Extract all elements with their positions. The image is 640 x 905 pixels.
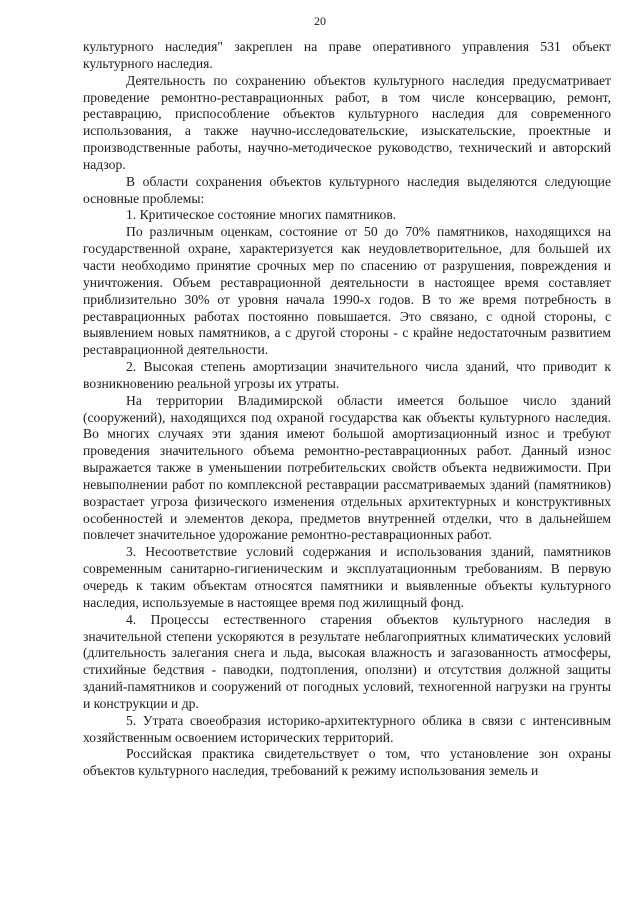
- body-text: [83, 39, 611, 780]
- paragraph-activity: Деятельность по сохранению объектов культурного наследия предусматривает проведение ремонтно-реставрационных работ, в том числе консервацию, ремонт, реставрацию, приспособление объектов культурного наследия для современного использования, а также научно-исследовательские, изыскательские, проектные и производственные работы, научно-методическое руководство, технический и авторский надзор.: [83, 72, 611, 172]
- problem-item-4: 4. Процессы естественного старения объектов культурного наследия в значительной степени ускоряются в результате неблагоприятных климатических условий (длительность залегания снега и льда, высокая влажность и загазованность атмосферы, стихийные бедствия - паводки, подтопления, оползни) и отсутствия должной защиты зданий-памятников и сооружений от погодных условий, техногенной нагрузки на грунты и конструкции и др.: [83, 611, 611, 711]
- paragraph-continuation: культурного наследия" закреплен на праве оперативного управления 531 объект культурного наследия.: [83, 39, 611, 71]
- problem-item-3: 3. Несоответствие условий содержания и использования зданий, памятников современным санитарно-гигиеническим и эксплуатационным требованиям. В первую очередь к таким объектам относятся памятники и выявленные объекты культурного наследия, используемые в настоящее время под жилищный фонд.: [83, 544, 611, 610]
- paragraph-monument-state: По различным оценкам, состояние от 50 до 70% памятников, находящихся на государственной охране, характеризуется как неудовлетворительное, для большей их части необходимо принятие срочных мер по спасению от разрушения, повреждения и уничтожения. Объем реставрационной деятельности в настоящее время составляет приблизительно 30% от уровня начала 1990-х годов. В то же время потребность в реставрационных работах постоянно повышается. Это связано, с одной стороны, с выявлением новых памятников, а с другой стороны - с крайне недостаточным развитием реставрационной деятельности.: [83, 224, 611, 358]
- problem-item-1: 1. Критическое состояние многих памятников.: [126, 207, 397, 223]
- page-number: 20: [314, 14, 326, 28]
- paragraph-vladimir-region: На территории Владимирской области имеется большое число зданий (сооружений), находящихся под охраной государства как объекты культурного наследия. Во многих случаях эти здания имеют большой амортизационный износ и требуют проведения значительного объема ремонтно-реставрационных работ. Данный износ выражается также в уменьшении потребительских свойств объекта недвижимости. При невыполнении работ по комплексной реставрации рассматриваемых зданий (памятников) возрастает угроза физического изменения отдельных архитектурных и конструктивных особенностей и элементов декора, предметов внутренней отделки, что в дальнейшем повлечет значительное удорожание ремонтно-реставрационных работ.: [83, 392, 611, 543]
- problem-item-5: 5. Утрата своеобразия историко-архитектурного облика в связи с интенсивным хозяйственным освоением исторических территорий.: [83, 712, 611, 745]
- paragraph-russian-practice: Российская практика свидетельствует о том, что установление зон охраны объектов культурного наследия, требований к режиму использования земель и: [83, 746, 611, 779]
- problem-item-2: 2. Высокая степень амортизации значительного числа зданий, что приводит к возникновению реальной угрозы их утраты.: [83, 359, 611, 391]
- paragraph-problems-intro: В области сохранения объектов культурного наследия выделяются следующие основные проблемы:: [83, 173, 611, 206]
